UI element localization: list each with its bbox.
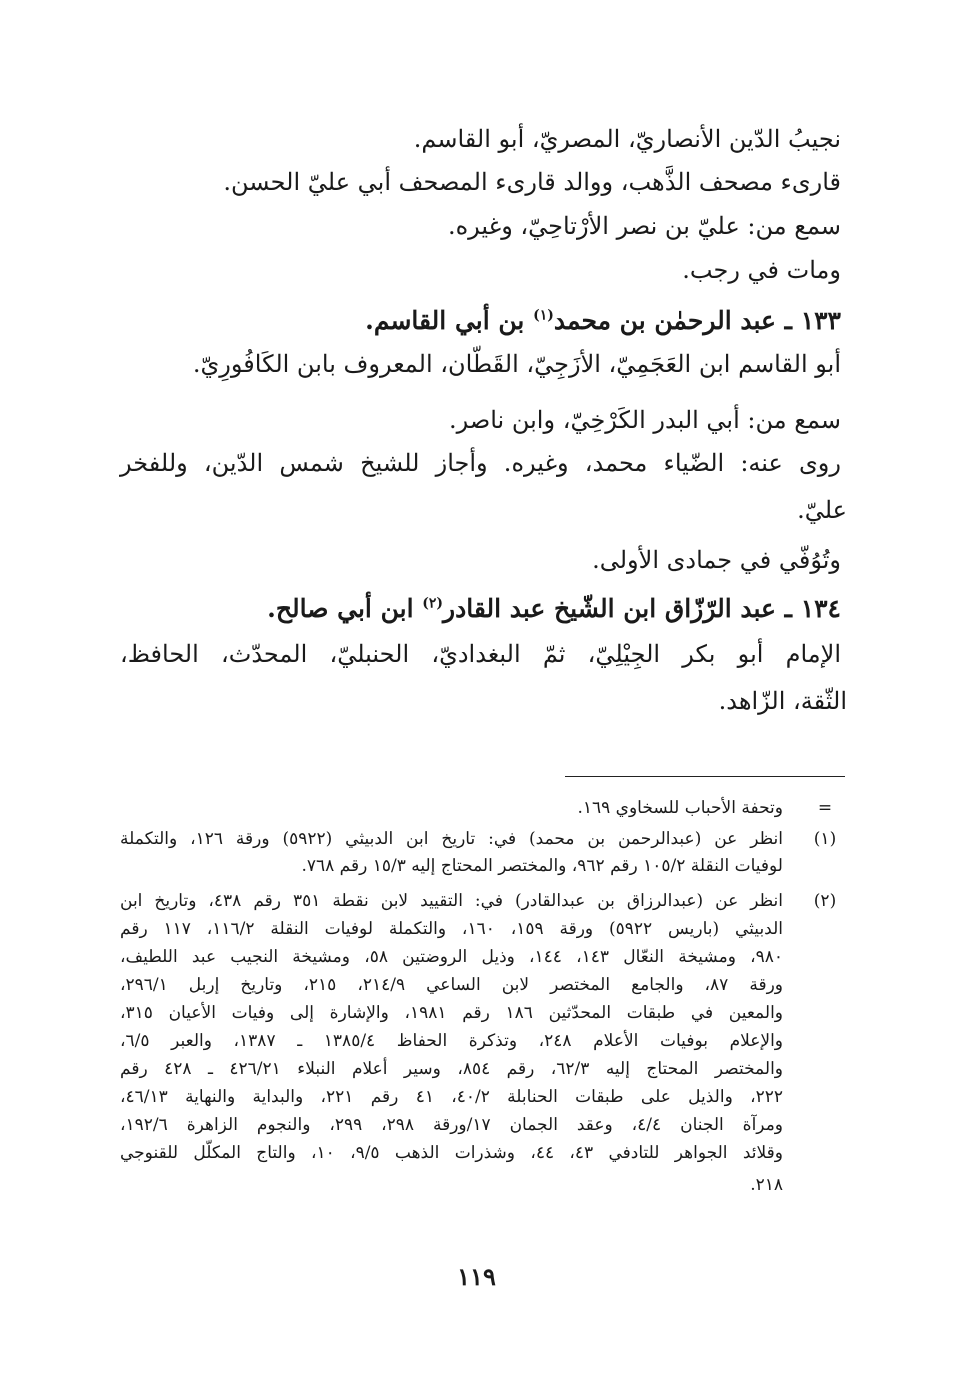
footnote-line: والمعين في طبقات المحدّثين ١٨٦ رقم ١٩٨١، والإشارة إلى وفيات الأعيان ٣١٥، — [120, 1003, 783, 1023]
footnote-marker: (٢) — [813, 891, 837, 911]
entry-heading-134 — [267, 593, 841, 625]
footnote-ref: (٢) — [422, 595, 443, 612]
body-line: ومات في رجب. — [682, 256, 841, 284]
body-line: سمع من: أبي البدر الكَرْخِيّ، وابن ناصر. — [448, 406, 841, 434]
heading-text: ابن أبي صالح. — [267, 594, 423, 623]
body-line: قارىء مصحف الذَّهب، ووالد قارىء المصحف أبي عليّ الحسن. — [223, 168, 841, 196]
heading-text: ١٣٣ ـ عبد الرحمٰن بن محمد — [553, 306, 841, 335]
footnote-line: والإعلام بوفيات الأعلام ٢٤٨، وتذكرة الحفاظ ١٣٨٥/٤ ـ ١٣٨٧، والعبر ٦/٥، — [120, 1031, 784, 1051]
heading-text: بن أبي القاسم. — [365, 306, 534, 335]
footnote-line: ومرآة الجنان ٤/٤، وعقد الجمان ١٧/ورقة ٢٩٨، ٢٩٩، والنجوم الزاهرة ١٩٢/٦، — [120, 1115, 784, 1135]
footnote-line: ورقة ٨٧، والجامع المختصر لابن الساعي ٢١٤/٩، ٢١٥، وتاريخ إربل ٢٩٦/١، — [120, 975, 783, 995]
footnote-line: والمختصر المحتاج إليه ٦٢/٣، رقم ٨٥٤، وسير أعلام النبلاء ٤٢٦/٢١ ـ ٤٢٨ رقم — [120, 1059, 783, 1079]
footnote-line: انظر عن (عبدالرحمن بن محمد) في: تاريخ ابن الدبيثي (٥٩٢٢) ورقة ١٢٦، والتكملة — [120, 829, 784, 849]
body-line: الإمام أبو بكر الجِيْلِيّ، ثمّ البغداديّ، الحنبليّ، المحدّث، الحافظ، — [120, 640, 841, 668]
body-line: وتُوُفّي في جمادى الأولى. — [592, 546, 841, 574]
body-line: روى عنه: الضّياء محمد، وغيره. وأجاز للشيخ شمس الدّين، وللفخر — [120, 449, 841, 477]
footnote-line: وتحفة الأحباب للسخاوي ١٦٩. — [577, 798, 783, 818]
body-line: سمع من: عليّ بن نصر الأرْتاحِيّ، وغيره. — [447, 212, 841, 240]
footnote-line: انظر عن (عبدالرزاق بن عبدالقادر) في: التقييد لابن نقطة ٣٥١ رقم ٤٣٨، وتاريخ ابن — [120, 891, 783, 911]
page-number: ١١٩ — [457, 1262, 496, 1291]
body-line: أبو القاسم ابن العَجَمِيّ، الأزَجِيّ، القَطّان، المعروف بابن الكَافُورِيّ. — [192, 350, 841, 378]
footnote-line: وقلائد الجواهر للتادفي ٤٣، ٤٤، وشذرات الذهب ٩/٥، ١٠، والتاج المكلّل للقنوجي — [120, 1143, 783, 1163]
footnote-line: ٢١٨. — [750, 1175, 783, 1195]
footnote-ref: (١) — [533, 307, 554, 324]
footnote-marker: = — [817, 798, 833, 818]
footnote-line: الدبيثي (باريس ٥٩٢٢) ورقة ١٥٩، ١٦٠، والتكملة لوفيات النقلة ١١٦/٢، ١١٧ رقم — [120, 919, 783, 939]
footnote-marker: (١) — [813, 829, 837, 849]
body-line: نجيبُ الدّين الأنصاريّ، المصريّ، أبو القاسم. — [413, 125, 841, 153]
footnote-separator — [565, 776, 845, 777]
entry-heading-133 — [365, 305, 841, 337]
footnote-line: ٢٢٢، والذيل على طبقات الحنابلة ٤٠/٢، ٤١ رقم ٢٢١، والبداية والنهاية ٤٦/١٣، — [120, 1087, 783, 1107]
footnote-line: لوفيات النقلة ١٠٥/٢ رقم ٩٦٢، والمختصر المحتاج إليه ١٥/٣ رقم ٧٦٨. — [301, 856, 783, 876]
body-line: عليّ. — [797, 496, 847, 524]
heading-text: ١٣٤ ـ عبد الرّزّاق ابن الشّيخ عبد القادر — [443, 594, 841, 623]
body-line: الثّقة، الزّاهد. — [718, 687, 847, 715]
footnote-line: ٩٨٠، ومشيخة النعّال ١٤٣، ١٤٤، وذيل الروضتين ٥٨، ومشيخة النجيب عبد اللطيف، — [120, 947, 783, 967]
